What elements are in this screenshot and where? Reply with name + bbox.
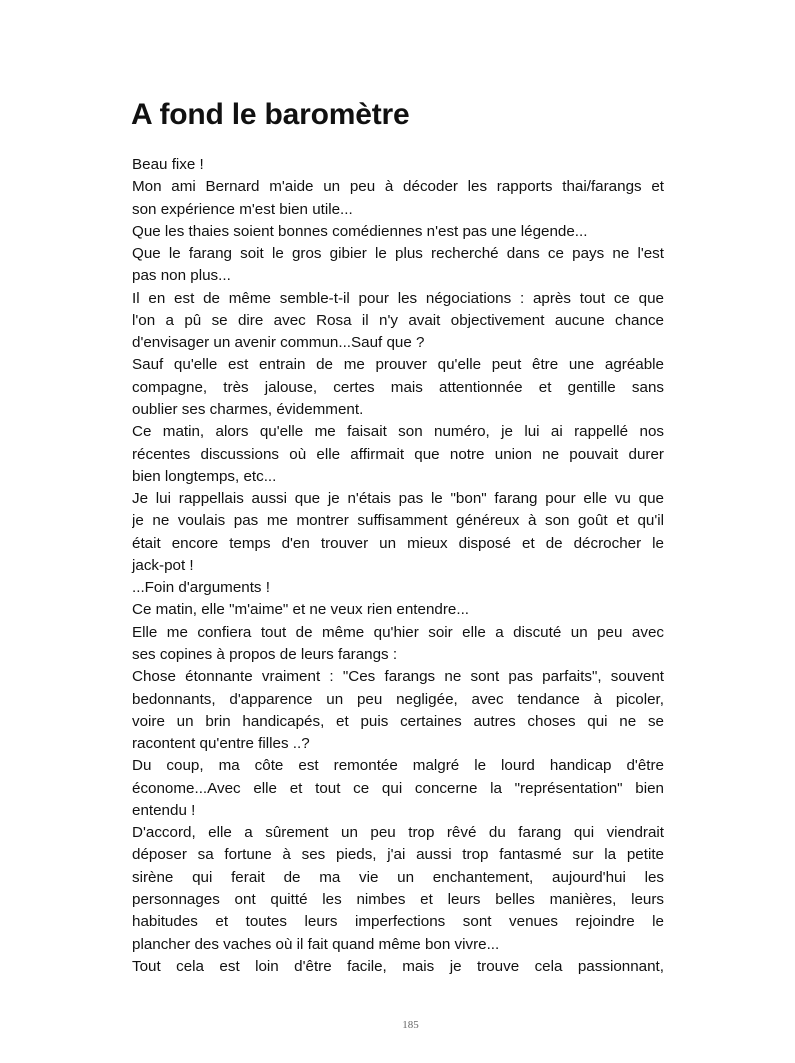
text-line: Que le farang soit le gros gibier le plus recherché dans ce pays ne l'est xyxy=(132,245,664,263)
text-line: ...Foin d'arguments ! xyxy=(132,579,270,597)
text-line: Beau fixe ! xyxy=(132,156,204,173)
text-line: Elle me confiera tout de même qu'hier soir elle a discuté un peu avec xyxy=(132,623,664,641)
text-line: Du coup, ma côte est remontée malgré le lourd handicap d'être xyxy=(132,757,664,775)
text-line: son expérience m'est bien utile... xyxy=(132,200,353,218)
text-line: pas non plus... xyxy=(132,267,231,285)
paragraph xyxy=(132,421,664,488)
text-line: Tout cela est loin d'être facile, mais je trouve cela passionnant, xyxy=(132,957,664,975)
text-line: personnages ont quitté les nimbes et leurs belles manières, leurs xyxy=(132,890,664,908)
text-line: bedonnants, d'apparence un peu negligée, avec tendance à picoler, xyxy=(132,690,664,708)
paragraph xyxy=(132,577,664,599)
text-line: D'accord, elle a sûrement un peu trop rêvé du farang qui viendrait xyxy=(132,824,664,842)
text-line: récentes discussions où elle affirmait que notre union ne pouvait durer xyxy=(132,445,664,463)
text-line: d'envisager un avenir commun...Sauf que ? xyxy=(132,334,425,352)
text-line: plancher des vaches où il fait quand même bon vivre... xyxy=(132,935,500,953)
page-number: 185 xyxy=(402,1019,419,1031)
text-line: Mon ami Bernard m'aide un peu à décoder les rapports thai/farangs et xyxy=(132,178,664,196)
text-line: entendu ! xyxy=(132,801,196,819)
text-line: Sauf qu'elle est entrain de me prouver qu'elle peut être une agréable xyxy=(132,356,664,374)
text-line: habitudes et toutes leurs imperfections sont venues rejoindre le xyxy=(132,913,664,931)
paragraph xyxy=(132,822,664,956)
text-line: était encore temps d'en trouver un mieux disposé et de décrocher le xyxy=(132,534,664,552)
paragraph xyxy=(132,176,664,221)
paragraph xyxy=(132,622,664,667)
text-line: ses copines à propos de leurs farangs : xyxy=(132,646,398,663)
paragraph xyxy=(132,666,664,755)
text-line: je ne voulais pas me montrer suffisamment généreux à son goût et qu'il xyxy=(132,512,664,530)
text-line: économe...Avec elle et tout ce qui concerne la "représentation" bien xyxy=(132,779,664,797)
body-text xyxy=(132,154,664,978)
page-title: A fond le baromètre xyxy=(131,98,410,131)
paragraph xyxy=(132,288,664,355)
paragraph xyxy=(132,243,664,288)
paragraph xyxy=(132,354,664,421)
text-line: jack-pot ! xyxy=(132,556,194,574)
text-line: Il en est de même semble-t-il pour les négociations : après tout ce que xyxy=(132,289,664,307)
text-line: Je lui rappellais aussi que je n'étais pas le "bon" farang pour elle vu que xyxy=(132,490,664,508)
paragraph xyxy=(132,956,664,978)
text-line: Ce matin, elle "m'aime" et ne veux rien entendre... xyxy=(132,601,470,619)
text-line: sirène qui ferait de ma vie un enchantement, aujourd'hui les xyxy=(132,868,664,886)
paragraph xyxy=(132,488,664,577)
text-line: l'on a pû se dire avec Rosa il n'y avait objectivement aucune chance xyxy=(132,311,664,329)
text-line: compagne, très jalouse, certes mais attentionnée et gentille sans xyxy=(132,378,664,396)
text-line: Que les thaies soient bonnes comédiennes n'est pas une légende... xyxy=(132,222,588,240)
text-line: Chose étonnante vraiment : "Ces farangs ne sont pas parfaits", souvent xyxy=(132,668,664,686)
paragraph xyxy=(132,154,664,176)
paragraph xyxy=(132,221,664,243)
text-line: déposer sa fortune à ses pieds, j'ai aussi trop fantasmé sur la petite xyxy=(132,846,664,864)
text-line: Ce matin, alors qu'elle me faisait son numéro, je lui ai rappellé nos xyxy=(132,423,664,441)
text-line: oublier ses charmes, évidemment. xyxy=(132,401,364,418)
text-line: voire un brin handicapés, et puis certaines autres choses qui ne se xyxy=(132,712,664,730)
paragraph xyxy=(132,599,664,621)
text-line: bien longtemps, etc... xyxy=(132,467,277,485)
text-line: racontent qu'entre filles ..? xyxy=(132,735,310,753)
paragraph xyxy=(132,755,664,822)
